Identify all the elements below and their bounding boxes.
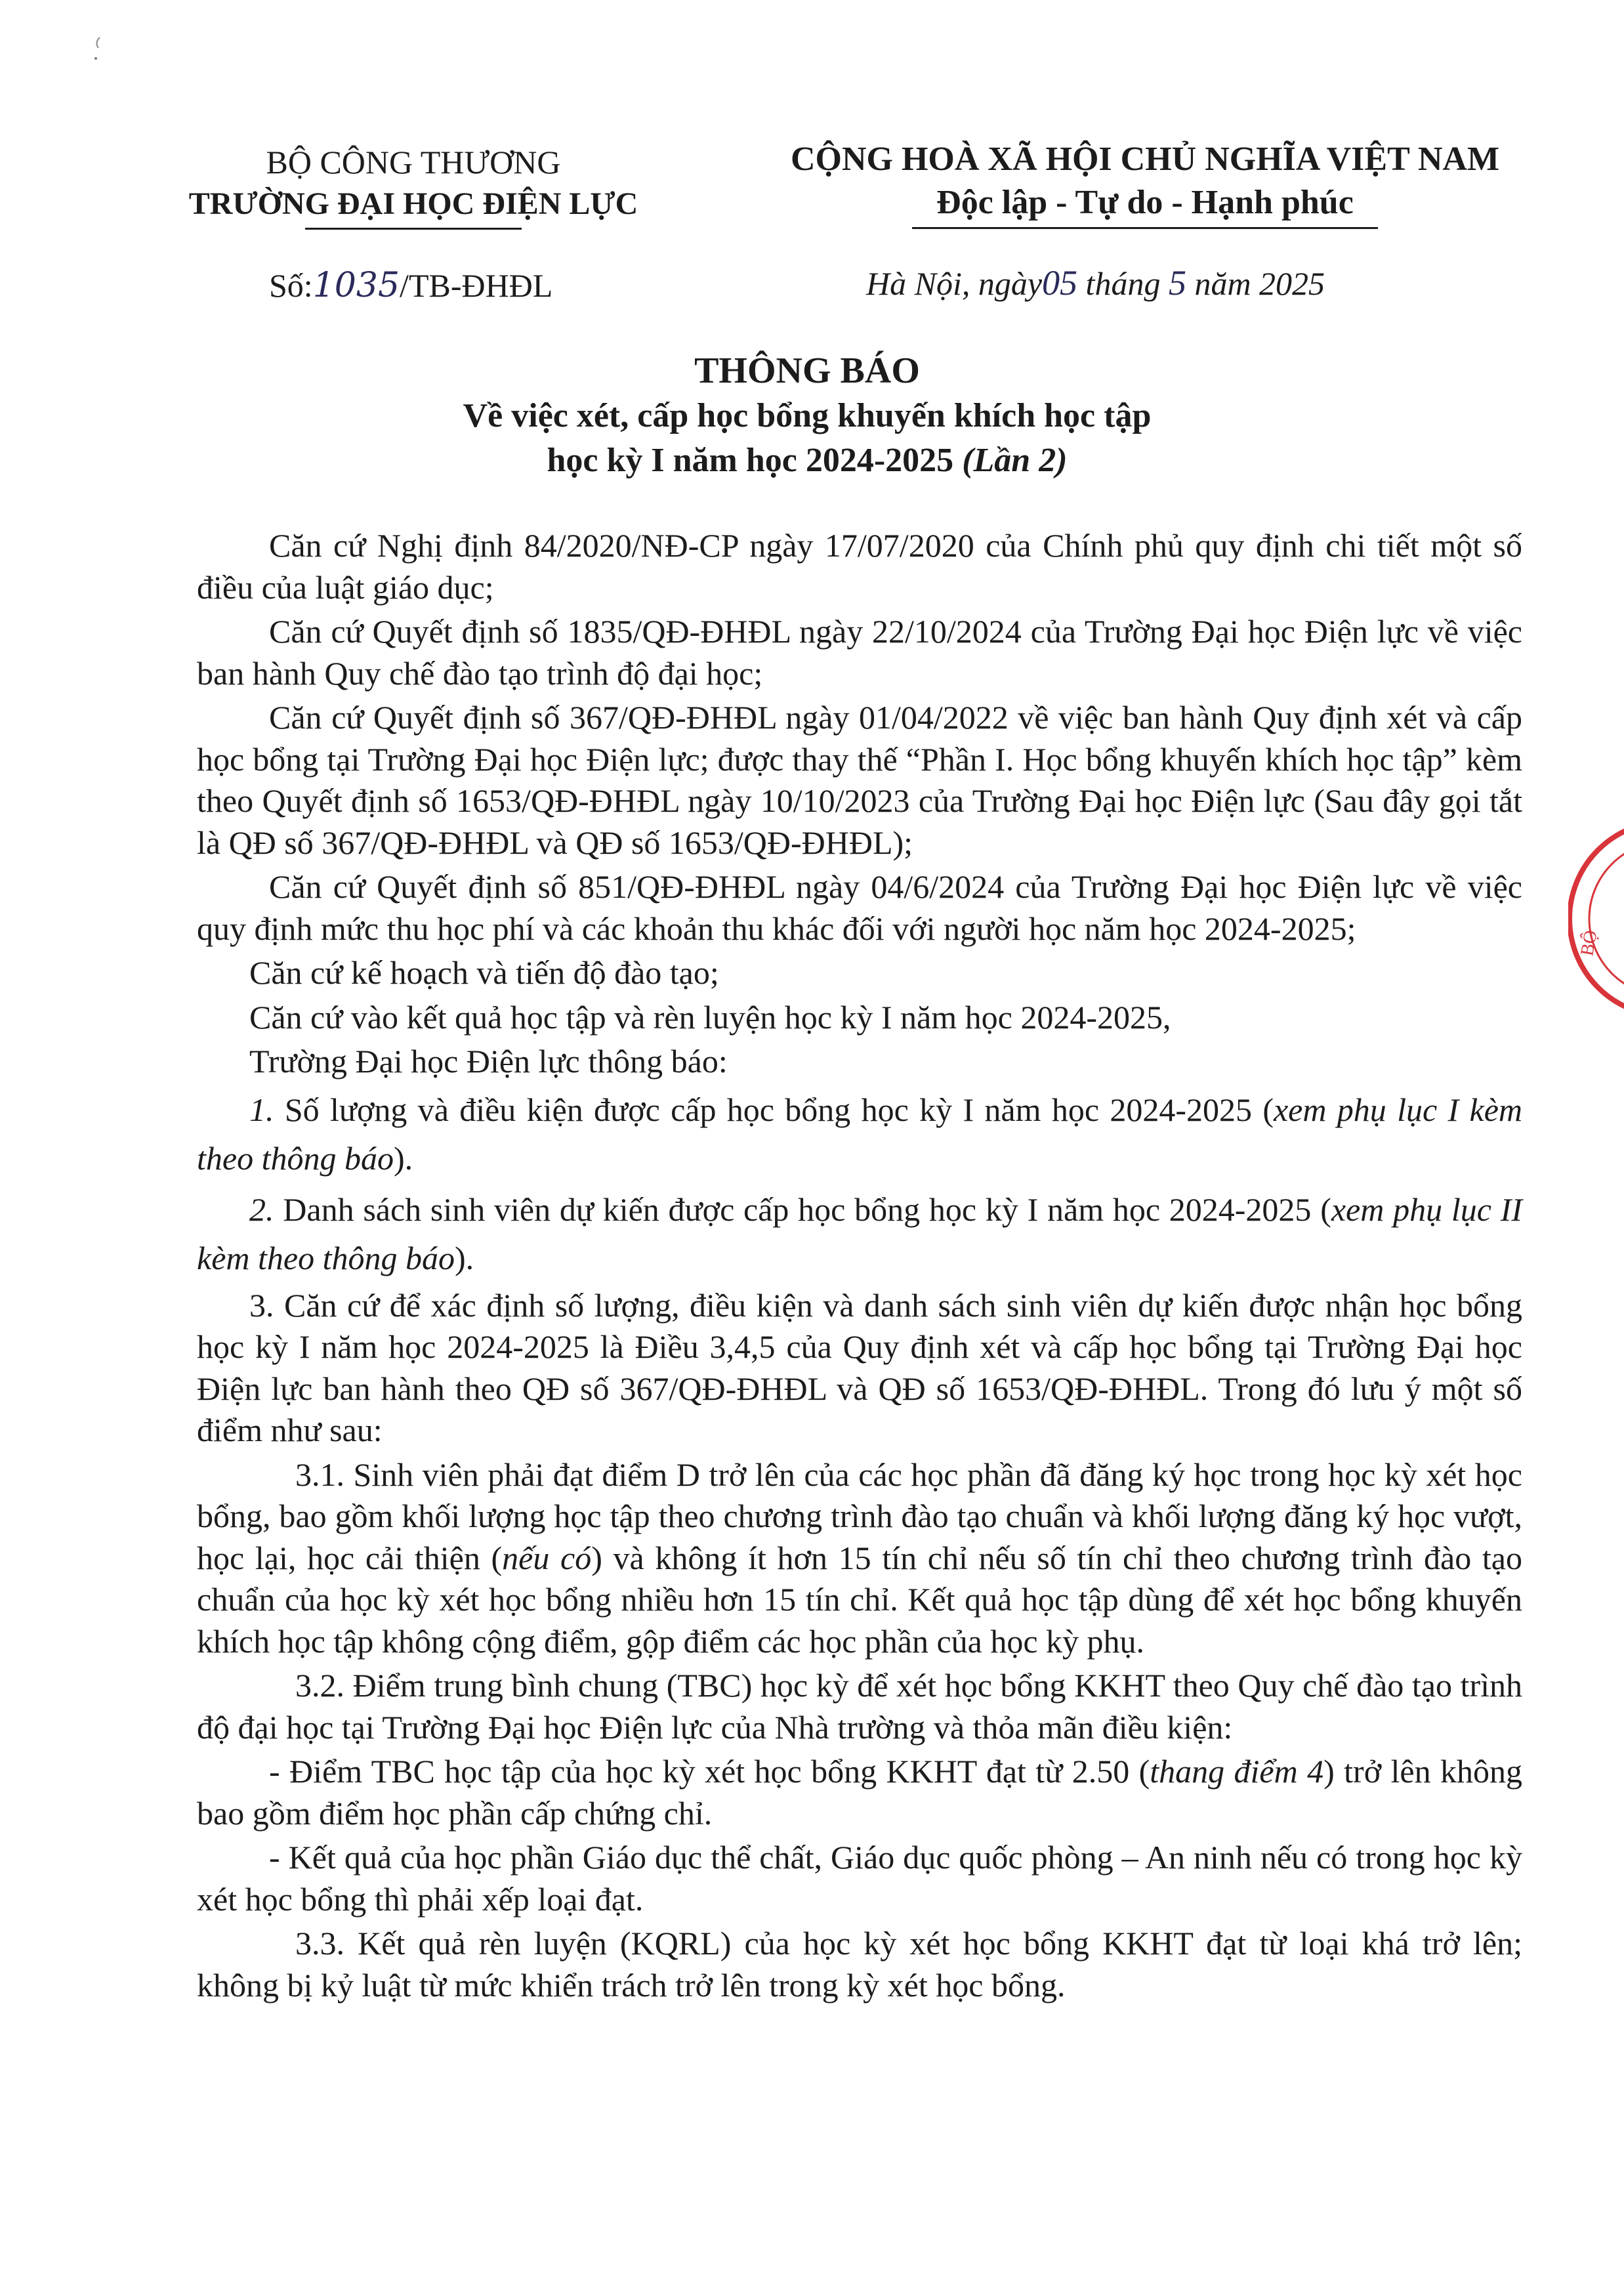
title-line-2-text: học kỳ I năm học 2024-2025 [547, 442, 954, 479]
month-label: tháng [1085, 265, 1161, 302]
title-line-1: Về việc xét, cấp học bổng khuyến khích học tập [463, 397, 1152, 434]
ministry-name: BỘ CÔNG THƯƠNG [266, 144, 561, 180]
item-3-2-condition-1 [197, 1751, 1522, 1834]
item-3: 3. Căn cứ để xác định số lượng, điều kiện và danh sách sinh viên dự kiến được nhận học bổng học kỳ I năm học 2024-2025 là Điều 3,4,5 của Quy định xét và cấp học bổng tại Trường Đại học Điện lực ban hành theo QĐ số 367/QĐ-ĐHĐL và QĐ số 1653/QĐ-ĐHĐL. Trong đó lưu ý một số điểm như sau: [197, 1286, 1522, 1448]
basis-paragraph-2: Căn cứ Quyết định số 1835/QĐ-ĐHĐL ngày 22/10/2024 của Trường Đại học Điện lực về việc ban hành Quy chế đào tạo trình độ đại học; [197, 613, 1522, 692]
nation-name: CỘNG HOÀ XÃ HỘI CHỦ NGHĨA VIỆT NAM [790, 140, 1500, 178]
item-1-number: 1. [249, 1091, 274, 1128]
item-2-number: 2. [249, 1190, 274, 1228]
condition-1-text-a: - Điểm TBC học tập của học kỳ xét học bổng KKHT đạt từ 2.50 ( [269, 1753, 1150, 1790]
basis-paragraph-4: Căn cứ Quyết định số 851/QĐ-ĐHĐL ngày 04/6/2024 của Trường Đại học Điện lực về việc quy định mức thu học phí và các khoản thu khác đối với người học năm học 2024-2025; [197, 868, 1522, 947]
document-title [249, 348, 1365, 483]
place-prefix: Hà Nội, ngày [866, 265, 1043, 302]
item-2-italic: xem phụ lục II kèm theo thông báo [197, 1190, 1522, 1276]
item-2-text: Danh sách sinh viên dự kiến được cấp học bổng học kỳ I năm học 2024-2025 ( [283, 1190, 1331, 1228]
item-1-end: ). [393, 1139, 413, 1177]
basis-paragraph-1: Căn cứ Nghị định 84/2020/NĐ-CP ngày 17/07/2020 của Chính phủ quy định chi tiết một số điều của luật giáo dục; [197, 527, 1522, 606]
item-1 [197, 1085, 1522, 1183]
item-3-1-text-b: ) và không ít hơn 15 tín chỉ nếu số tín chỉ theo chương trình đào tạo chuẩn của học kỳ xét học bổng nhiều hơn 15 tín chỉ. Kết quả học tập dùng để xét học bổng khuyến khích học tập không cộng điểm, gộp điểm các học phần của học kỳ phụ. [197, 1539, 1522, 1660]
scan-mark [92, 36, 105, 62]
date-day: 05 [1042, 263, 1078, 303]
school-name: TRƯỜNG ĐẠI HỌC ĐIỆN LỰC [188, 186, 638, 221]
stamp-text: BỘ [1577, 929, 1602, 957]
place-date [866, 262, 1325, 303]
item-3-2-condition-2: - Kết quả của học phần Giáo dục thể chất, Giáo dục quốc phòng – An ninh nếu có trong học kỳ xét học bổng thì phải xếp loại đạt. [197, 1839, 1522, 1918]
basis-paragraph-3: Căn cứ Quyết định số 367/QĐ-ĐHĐL ngày 01/04/2022 về việc ban hành Quy định xét và cấp học bổng tại Trường Đại học Điện lực; được thay thế “Phần I. Học bổng khuyến khích học tập” kèm theo Quyết định số 1653/QĐ-ĐHĐL ngày 10/10/2023 của Trường Đại học Điện lực (Sau đây gọi tắt là QĐ số 367/QĐ-ĐHĐL và QĐ số 1653/QĐ-ĐHĐL); [197, 699, 1522, 861]
national-header [741, 138, 1549, 229]
condition-1-text-b: ) trở lên không bao gồm điểm học phần cấp chứng chỉ. [197, 1753, 1522, 1832]
date-month: 5 [1168, 263, 1186, 303]
official-stamp [1568, 814, 1624, 1024]
basis-paragraph-5: Căn cứ kế hoạch và tiến độ đào tạo; [249, 954, 719, 991]
item-1-italic: xem phụ lục I kèm theo thông báo [197, 1091, 1522, 1177]
item-2-end: ). [454, 1239, 474, 1276]
doc-number-prefix: Số: [269, 267, 313, 304]
document-number [269, 266, 552, 305]
item-2 [197, 1185, 1522, 1282]
doc-number-handwritten: 1035 [312, 266, 400, 305]
item-1-text: Số lượng và điều kiện được cấp học bổng học kỳ I năm học 2024-2025 ( [284, 1091, 1274, 1128]
item-3-2: 3.2. Điểm trung bình chung (TBC) học kỳ để xét học bổng KKHT theo Quy chế đào tạo trình độ đại học tại Trường Đại học Điện lực của Nhà trường và thỏa mãn điều kiện: [197, 1667, 1522, 1746]
title-line-2-italic: (Lần 2) [962, 442, 1068, 479]
doc-number-suffix: /TB-ĐHĐL [400, 267, 553, 304]
item-3-3: 3.3. Kết quả rèn luyện (KQRL) của học kỳ xét học bổng KKHT đạt từ loại khá trở lên; không bị kỷ luật từ mức khiển trách trở lên trong kỳ xét học bổng. [197, 1925, 1522, 2004]
year-label: năm 2025 [1194, 265, 1325, 302]
header-rule-left [305, 228, 522, 230]
title-main: THÔNG BÁO [694, 350, 920, 391]
announce-line: Trường Đại học Điện lực thông báo: [249, 1043, 728, 1080]
issuer-header [157, 141, 669, 230]
document-body [197, 525, 1522, 2009]
title-line-2 [249, 438, 1365, 483]
item-3-1 [197, 1454, 1522, 1663]
header-rule-right [912, 227, 1378, 229]
national-motto: Độc lập - Tự do - Hạnh phúc [936, 184, 1354, 221]
condition-1-italic: thang điểm 4 [1150, 1753, 1324, 1790]
basis-paragraph-6: Căn cứ vào kết quả học tập và rèn luyện học kỳ I năm học 2024-2025, [249, 998, 1171, 1036]
item-3-1-italic: nếu có [502, 1539, 592, 1576]
item-3-1-text-a: 3.1. Sinh viên phải đạt điểm D trở lên của các học phần đã đăng ký học trong học kỳ xét học bổng, bao gồm khối lượng học tập theo chương trình đào tạo chuẩn và khối lượng đăng ký học vượt, học lại, học cải thiện ( [197, 1456, 1522, 1576]
